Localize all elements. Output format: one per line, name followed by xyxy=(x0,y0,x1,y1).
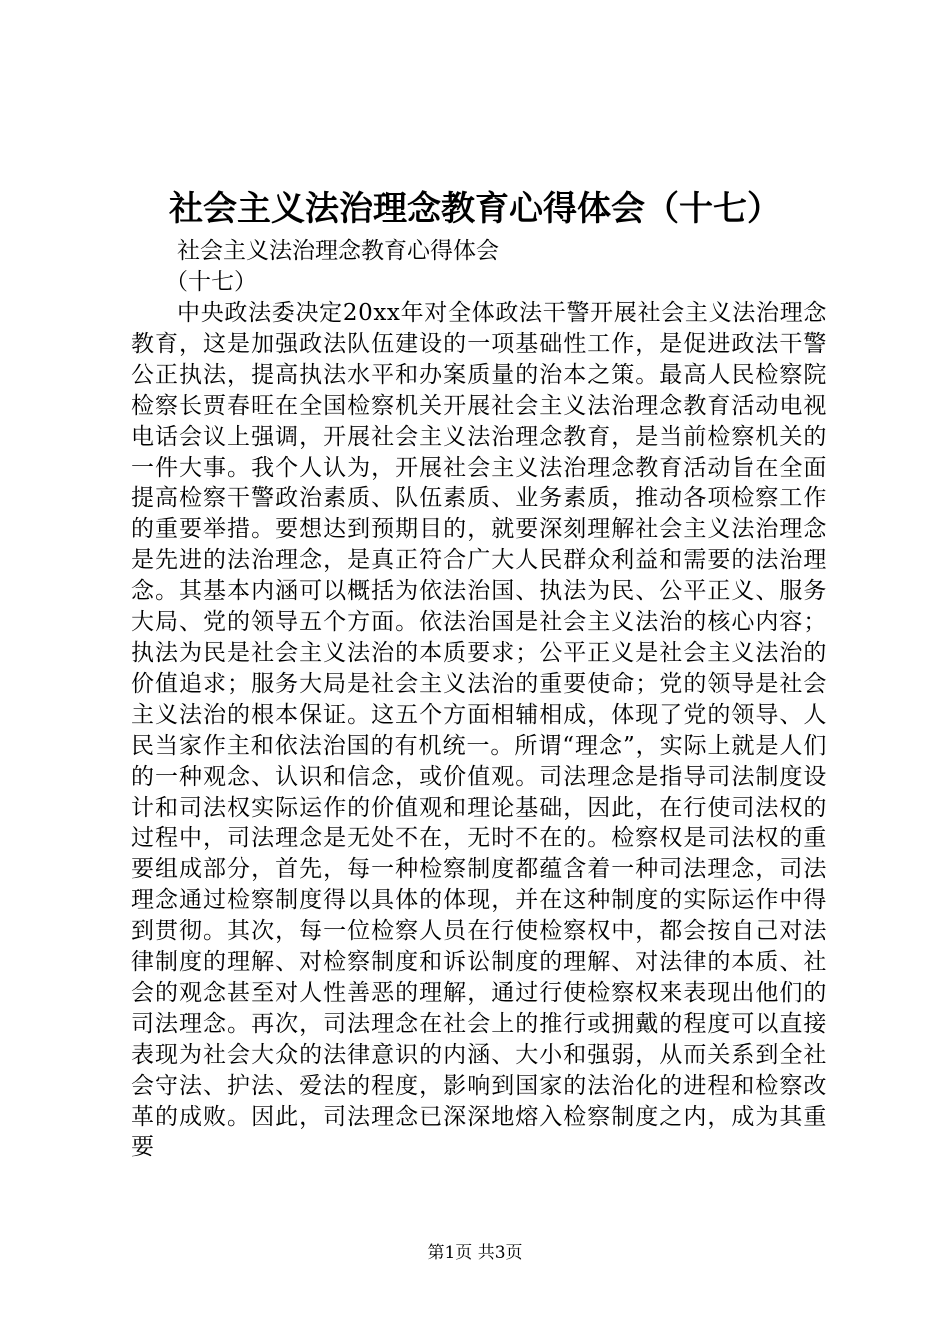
subtitle-number: （十七） xyxy=(165,269,257,295)
subtitle-line: 社会主义法治理念教育心得体会 xyxy=(177,238,499,264)
body-paragraph: 中央政法委决定20xx年对全体政法干警开展社会主义法治理念教育，这是加强政法队伍建设的一项基础性工作，是促进政法干警公正执法，提高执法水平和办案质量的治本之策。最高人民检察院检察长贾春旺在全国检察机关开展社会主义法治理念教育活动电视电话会议上强调，开展社会主义法治理念教育，是当前检察机关的一件大事。我个人认为，开展社会主义法治理念教育活动旨在全面提高检察干警政治素质、队伍素质、业务素质，推动各项检察工作的重要举措。要想达到预期目的，就要深刻理解社会主义法治理念是先进的法治理念，是真正符合广大人民群众利益和需要的法治理念。其基本内涵可以概括为依法治国、执法为民、公平正义、服务大局、党的领导五个方面。依法治国是社会主义法治的核心内容；执法为民是社会主义法治的本质要求；公平正义是社会主义法治的价值追求；服务大局是社会主义法治的重要使命；党的领导是社会主义法治的根本保证。这五个方面相辅相成，体现了党的领导、人民当家作主和依法治国的有机统一。所谓“理念”，实际上就是人们的一种观念、认识和信念，或价值观。司法理念是指导司法制度设计和司法权实际运作的价值观和理论基础，因此，在行使司法权的过程中，司法理念是无处不在，无时不在的。检察权是司法权的重要组成部分，首先，每一种检察制度都蕴含着一种司法理念，司法理念通过检察制度得以具体的体现，并在这种制度的实际运作中得到贯彻。其次，每一位检察人员在行使检察权中，都会按自己对法律制度的理解、对检察制度和诉讼制度的理解、对法律的本质、社会的观念甚至对人性善恶的理解，通过行使检察权来表现出他们的司法理念。再次，司法理念在社会上的推行或拥戴的程度可以直接表现为社会大众的法律意识的内涵、大小和强弱，从而关系到全社会守法、护法、爱法的程度，影响到国家的法治化的进程和检察改革的成败。因此，司法理念已深深地熔入检察制度之内，成为其重要 xyxy=(131,300,827,1161)
subtitle-block xyxy=(131,236,499,298)
page-title: 社会主义法治理念教育心得体会（十七） xyxy=(169,189,781,229)
page-footer: 第1页 共3页 xyxy=(427,1243,523,1263)
